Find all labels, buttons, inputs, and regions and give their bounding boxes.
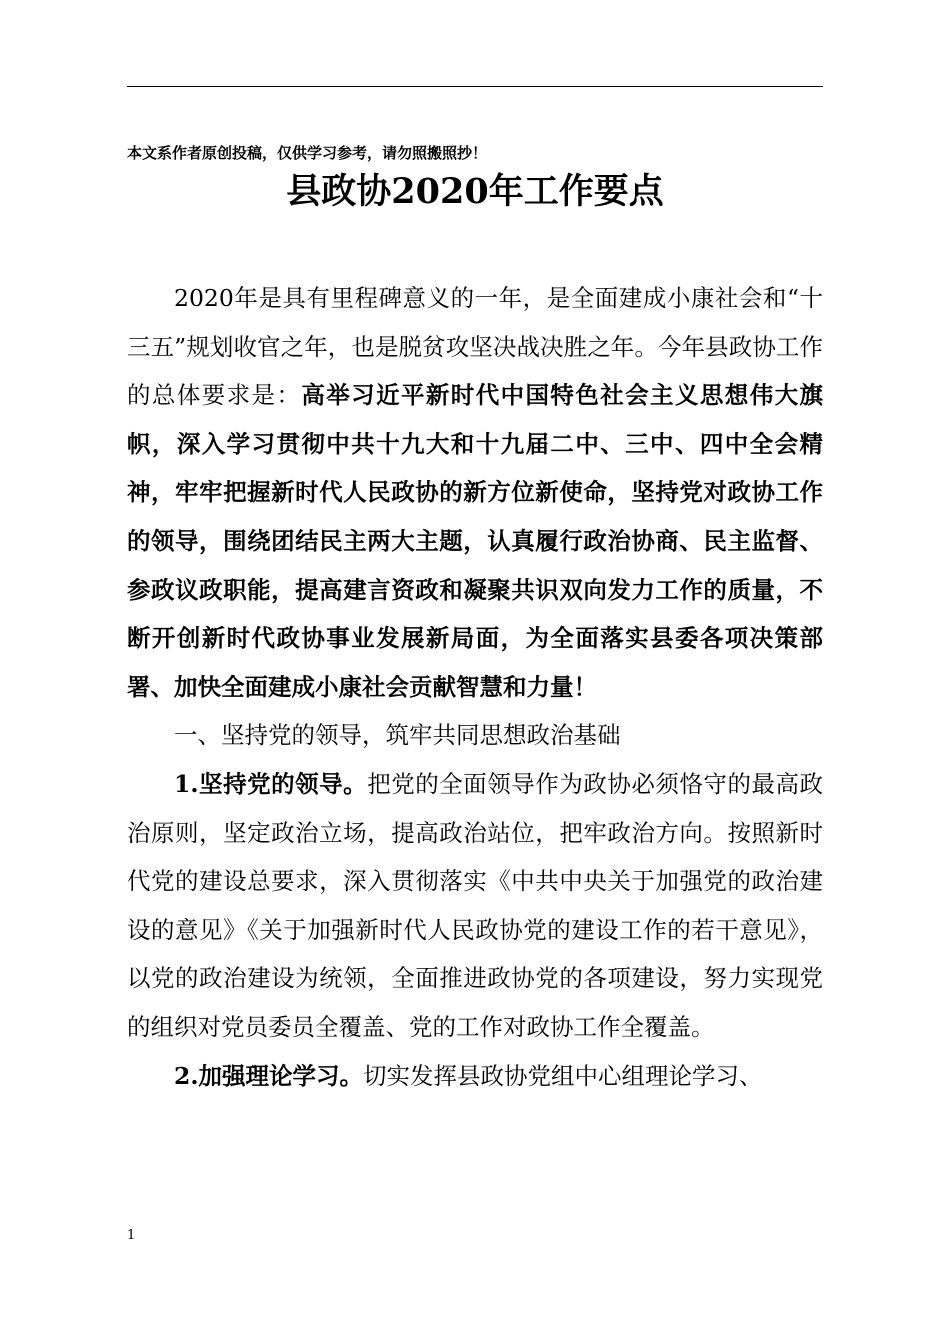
item-title-1: 1.坚持党的领导。	[174, 769, 368, 798]
item-paragraph-1	[127, 760, 823, 1052]
intro-paragraph	[127, 274, 823, 711]
document-title: 县政协2020年工作要点	[286, 171, 664, 212]
header-rule	[127, 86, 823, 87]
item-text-2: 切实发挥县政协党组中心组理论学习、	[363, 1061, 763, 1090]
intro-plain-text: 2020年是具有里程碑意义的一年，是全面建成小康社会和“十三五”规划收官之年，也是脱贫攻坚决战决胜之年。今年县政协工作的总体要求是：	[127, 284, 823, 410]
item-text-1: 把党的全面领导作为政协必须恪守的最高政治原则，坚定政治立场，提高政治站位，把牢政治方向。按照新时代党的建设总要求，深入贯彻落实《中共中央关于加强党的政治建设的意见》《关于加强新时代人民政协党的建设工作的若干意见》，以党的政治建设为统领，全面推进政协党的各项建设，努力实现党的组织对党员委员全覆盖、党的工作对政协工作全覆盖。	[127, 769, 824, 1041]
intro-bold-text: 高举习近平新时代中国特色社会主义思想伟大旗帜，深入学习贯彻中共十九大和十九届二中、三中、四中全会精神，牢牢把握新时代人民政协的新方位新使命，坚持党对政协工作的领导，围绕团结民主两大主题，认真履行政治协商、民主监督、参政议政职能，提高建言资政和凝聚共识双向发力工作的质量，不断开创新时代政协事业发展新局面，为全面落实县委各项决策部署、加快全面建成小康社会贡献智慧和力量！	[127, 381, 824, 701]
item-paragraph-2	[127, 1052, 823, 1101]
page-number: 1	[127, 1228, 136, 1243]
section-heading: 一、坚持党的领导，筑牢共同思想政治基础	[174, 721, 621, 750]
item-title-2: 2.加强理论学习。	[174, 1061, 364, 1090]
document-body	[127, 274, 823, 1100]
disclaimer-note: 本文系作者原创投稿，仅供学习参考，请勿照搬照抄！	[127, 144, 488, 162]
